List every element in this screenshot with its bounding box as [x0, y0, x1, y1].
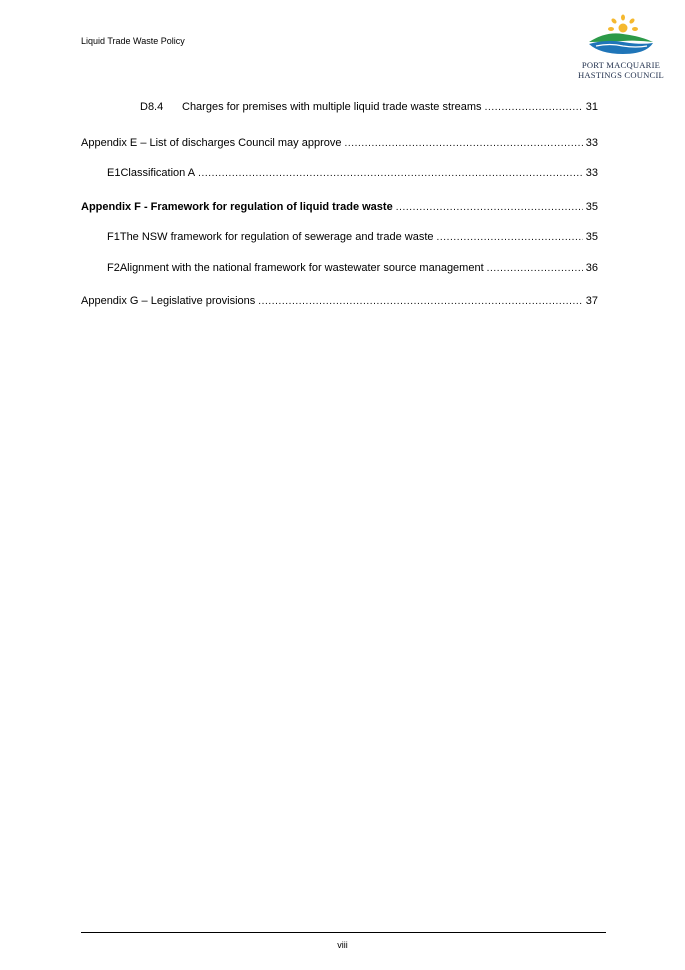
logo-emblem-icon	[586, 14, 656, 58]
toc-leader-dots	[258, 295, 582, 308]
logo-text-line2: HASTINGS COUNCIL	[577, 70, 665, 80]
toc-page-number: 35	[585, 201, 598, 213]
toc-entry-f1[interactable]	[107, 231, 598, 244]
toc-entry-label	[107, 231, 434, 244]
toc-leader-dots	[437, 231, 583, 244]
toc-entry-appendix-g[interactable]	[81, 295, 598, 308]
toc-leader-dots	[344, 137, 582, 150]
document-header-title: Liquid Trade Waste Policy	[81, 36, 185, 46]
toc-page-number: 37	[585, 295, 598, 307]
toc-page-number: 36	[585, 262, 598, 274]
toc-leader-dots	[487, 262, 583, 275]
toc-entry-d8-4[interactable]	[140, 101, 598, 114]
toc-page-number: 33	[585, 167, 598, 179]
footer-divider	[81, 932, 606, 933]
toc-entry-e1[interactable]	[107, 167, 598, 180]
toc-entry-text: Classification A	[120, 167, 196, 179]
toc-entry-number: E1	[107, 167, 121, 179]
toc-page-number: 33	[585, 137, 598, 149]
council-logo	[566, 0, 676, 95]
toc-entry-label	[107, 167, 195, 180]
toc-entry-appendix-f[interactable]	[81, 201, 598, 214]
toc-entry-f2[interactable]	[107, 262, 598, 275]
toc-entry-appendix-e[interactable]	[81, 137, 598, 150]
toc-entry-label	[140, 101, 482, 114]
toc-page-number: 31	[585, 101, 598, 113]
toc-entry-text: Charges for premises with multiple liquid trade waste streams	[182, 101, 482, 113]
logo-text-line1: PORT MACQUARIE	[581, 60, 661, 70]
toc-entry-text: Appendix G – Legislative provisions	[81, 295, 256, 307]
toc-leader-dots	[396, 201, 583, 214]
toc-entry-text: The NSW framework for regulation of sewerage and trade waste	[119, 231, 434, 243]
toc-leader-dots	[198, 167, 583, 180]
footer-page-number: viii	[337, 940, 348, 950]
toc-entry-number: F2	[107, 262, 120, 274]
toc-entry-number: D8.4	[140, 101, 164, 113]
toc-entry-text: Appendix F - Framework for regulation of liquid trade waste	[81, 201, 393, 213]
toc-page-number: 35	[585, 231, 598, 243]
toc-entry-text: Alignment with the national framework for wastewater source management	[119, 262, 484, 274]
toc-leader-dots	[485, 101, 583, 114]
toc-entry-number: F1	[107, 231, 120, 243]
toc-entry-text: Appendix E – List of discharges Council may approve	[81, 137, 342, 149]
toc-entry-label	[107, 262, 484, 275]
